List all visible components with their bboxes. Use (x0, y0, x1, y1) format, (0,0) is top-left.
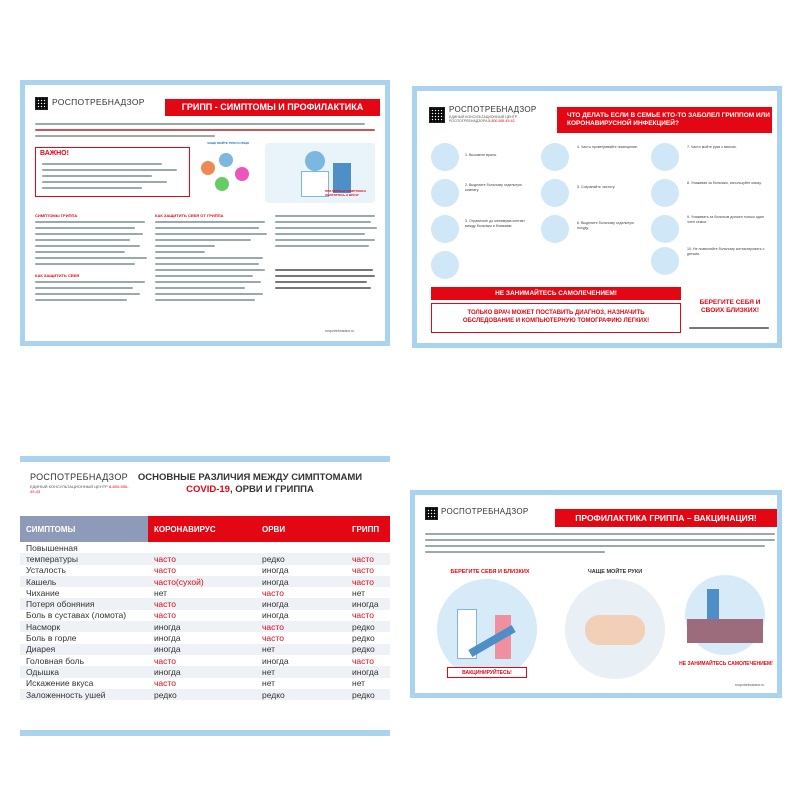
side-callout: БЕРЕГИТЕ СЕБЯ И СВОИХ БЛИЗКИХ! (699, 299, 761, 314)
frequency-cell: нет (262, 678, 276, 689)
col-header-arvi: ОРВИ (256, 516, 346, 542)
table-row (20, 644, 390, 655)
frequency-cell: нет (256, 644, 346, 655)
table-row (20, 565, 390, 576)
symptom-cell: Потеря обоняния (20, 598, 148, 609)
frequency-cell (148, 542, 256, 553)
col-header-coronavirus: КОРОНАВИРУС (148, 516, 256, 542)
poster-title: ГРИПП - СИМПТОМЫ И ПРОФИЛАКТИКА (165, 99, 380, 116)
symptom-cell: Чихание (26, 587, 60, 598)
table-row (20, 689, 390, 700)
frequency-cell: часто (154, 655, 176, 666)
illustration-vaccine (437, 579, 537, 679)
icon-label-wash: ЧАЩЕ МОЙТЕ РУКИ И ЛИЦО (206, 141, 250, 145)
brand-name: РОСПОТРЕБНАДЗОР (449, 105, 537, 114)
frequency-cell: нет (352, 587, 366, 598)
qr-code (429, 107, 445, 123)
vaccinate-banner: ВАКЦИНИРУЙТЕСЬ! (447, 667, 527, 678)
illustration-virus-icons (197, 147, 257, 197)
poster-title: ПРОФИЛАКТИКА ГРИППА – ВАКЦИНАЦИЯ! (555, 509, 777, 527)
illustration-hands (565, 579, 665, 679)
col-header-symptoms: СИМПТОМЫ (20, 516, 148, 542)
symptoms-table (20, 516, 390, 700)
frequency-cell: иногда (346, 666, 390, 677)
brand-subtitle: ЕДИНЫЙ КОНСУЛЬТАЦИОННЫЙ ЦЕНТР 8-800-555-49-43 (30, 484, 129, 494)
table-row (20, 610, 390, 621)
table-row (20, 666, 390, 677)
table-row (20, 655, 390, 666)
brand-name: РОСПОТРЕБНАДЗОР (30, 472, 128, 482)
frequency-cell: иногда (262, 655, 289, 666)
brand-name: РОСПОТРЕБНАДЗОР (52, 97, 145, 107)
poster-flu-symptoms (20, 80, 390, 346)
table-header-row (20, 516, 390, 542)
frequency-cell: иногда (154, 633, 181, 644)
symptom-cell: Диарея (20, 644, 148, 655)
symptom-cell: Насморк (20, 621, 148, 632)
frequency-cell: часто (346, 576, 390, 587)
frequency-cell: часто(сухой) (148, 576, 256, 587)
frequency-cell: часто (352, 610, 374, 621)
frequency-cell: иногда (148, 666, 256, 677)
symptom-cell: Боль в суставах (ломота) (26, 610, 127, 621)
table-row (20, 621, 390, 632)
symptom-cell: Заложенность ушей (20, 689, 148, 700)
symptom-cell: Головная боль (26, 655, 85, 666)
frequency-cell: нет (256, 666, 346, 677)
frequency-cell: редко (352, 633, 375, 644)
frequency-cell: иногда (256, 576, 346, 587)
table-row (20, 678, 390, 689)
poster-vaccination (410, 490, 782, 698)
frequency-cell: часто (346, 553, 390, 564)
frequency-cell: часто (154, 565, 176, 576)
column-notes (275, 213, 380, 323)
table-row (20, 598, 390, 609)
warning-banner: НЕ ЗАНИМАЙТЕСЬ САМОЛЕЧЕНИЕМ! (431, 287, 681, 300)
frequency-cell: иногда (148, 621, 256, 632)
symptom-cell: Боль в горле (26, 633, 77, 644)
symptom-cell: Кашель (20, 576, 148, 587)
brand-subtitle: ЕДИНЫЙ КОНСУЛЬТАЦИОННЫЙ ЦЕНТР РОСПОТРЕБНАДЗОРА 8-800-555-49-43 (449, 115, 518, 123)
frequency-cell: редко (346, 621, 390, 632)
table-row (20, 553, 390, 564)
frequency-cell: нет (154, 587, 168, 598)
frequency-cell: часто (262, 633, 284, 644)
symptom-cell: температуры (20, 553, 148, 564)
qr-code (425, 507, 438, 520)
warning-sub: ТОЛЬКО ВРАЧ МОЖЕТ ПОСТАВИТЬ ДИАГНОЗ, НАЗНАЧИТЬ ОБСЛЕДОВАНИЕ И КОМПЬЮТЕРНУЮ ТОМОГРАФИЮ ЛЕГКИХ! (431, 303, 681, 333)
frequency-cell (256, 542, 346, 553)
frequency-cell: часто (352, 655, 374, 666)
poster-footer: rospotrebnadzor.ru (325, 329, 355, 333)
poster-family-illness (412, 86, 782, 348)
table-row (20, 576, 390, 587)
table-row (20, 632, 390, 643)
frequency-cell: часто (154, 678, 176, 689)
frequency-cell: часто (352, 565, 374, 576)
illustration-sick (677, 575, 773, 655)
table-row (20, 587, 390, 598)
frequency-cell: иногда (262, 565, 289, 576)
col-header-flu: ГРИПП (346, 516, 390, 542)
frequency-cell: часто (262, 587, 284, 598)
qr-code (35, 97, 48, 110)
table-row (20, 542, 390, 553)
frequency-cell: нет (352, 678, 366, 689)
frequency-cell: редко (346, 644, 390, 655)
poster-footer: rospotrebnadzor.ru (735, 683, 765, 687)
frequency-cell (346, 542, 390, 553)
poster-title: ЧТО ДЕЛАТЬ ЕСЛИ В СЕМЬЕ КТО-ТО ЗАБОЛЕЛ ГРИППОМ ИЛИ КОРОНАВИРУСНОЙ ИНФЕКЦИЕЙ? (557, 107, 772, 133)
column-symptoms: СИМПТОМЫ ГРИППА КАК ЗАЩИТИТЬ СЕБЯ (35, 213, 150, 323)
steps-grid: 1. Вызовите врача. 2. Выделите больному отдельную комнату. 3. Ограничьте до минимума контакт между больным и близкими. 4. Часто проветривайте помещение. 5. Сохраняйте чистоту. 6. Выделите больному отдельную посуду. 7. Часто мойте руки с мылом. 8. Ухаживая за больным, используйте маску. 9. Ухаживать за больным должен только один член семьи. 10. Не позволяйте больному контактировать с детьми. (429, 139, 774, 284)
frequency-cell: редко (256, 553, 346, 564)
important-box (35, 147, 190, 197)
frequency-cell: часто (256, 621, 346, 632)
frequency-cell: часто (148, 553, 256, 564)
symptom-cell: Повышенная (26, 542, 78, 553)
frequency-cell: редко (346, 689, 390, 700)
frequency-cell: редко (148, 689, 256, 700)
brand-name: РОСПОТРЕБНАДЗОР (441, 507, 529, 516)
label-no-self-medication: НЕ ЗАНИМАЙТЕСЬ САМОЛЕЧЕНИЕМ! (679, 661, 773, 667)
symptom-cell: Усталость (26, 565, 66, 576)
column-protection: КАК ЗАЩИТИТЬ СЕБЯ ОТ ГРИППА (155, 213, 270, 323)
label-protect-family: БЕРЕГИТЕ СЕБЯ И БЛИЗКИХ (450, 569, 530, 575)
frequency-cell: редко (256, 689, 346, 700)
label-wash-hands: ЧАЩЕ МОЙТЕ РУКИ (587, 569, 643, 575)
important-title: ВАЖНО! (40, 150, 69, 157)
symptom-cell: Одышка (20, 666, 148, 677)
frequency-cell: иногда (256, 598, 346, 609)
frequency-cell: часто (154, 610, 176, 621)
frequency-cell: часто (148, 598, 256, 609)
icon-label-doctor: ПРИ ПЕРВЫХ СИМПТОМАХ ОБРАТИТЕСЬ К ВРАЧУ (325, 189, 366, 197)
frequency-cell: иногда (346, 598, 390, 609)
poster-title: ОСНОВНЫЕ РАЗЛИЧИЯ МЕЖДУ СИМПТОМАМИ COVID-19, ОРВИ И ГРИППА (137, 472, 363, 495)
frequency-cell: иногда (262, 610, 289, 621)
symptom-cell: Искажение вкуса (26, 678, 94, 689)
frequency-cell: иногда (148, 644, 256, 655)
